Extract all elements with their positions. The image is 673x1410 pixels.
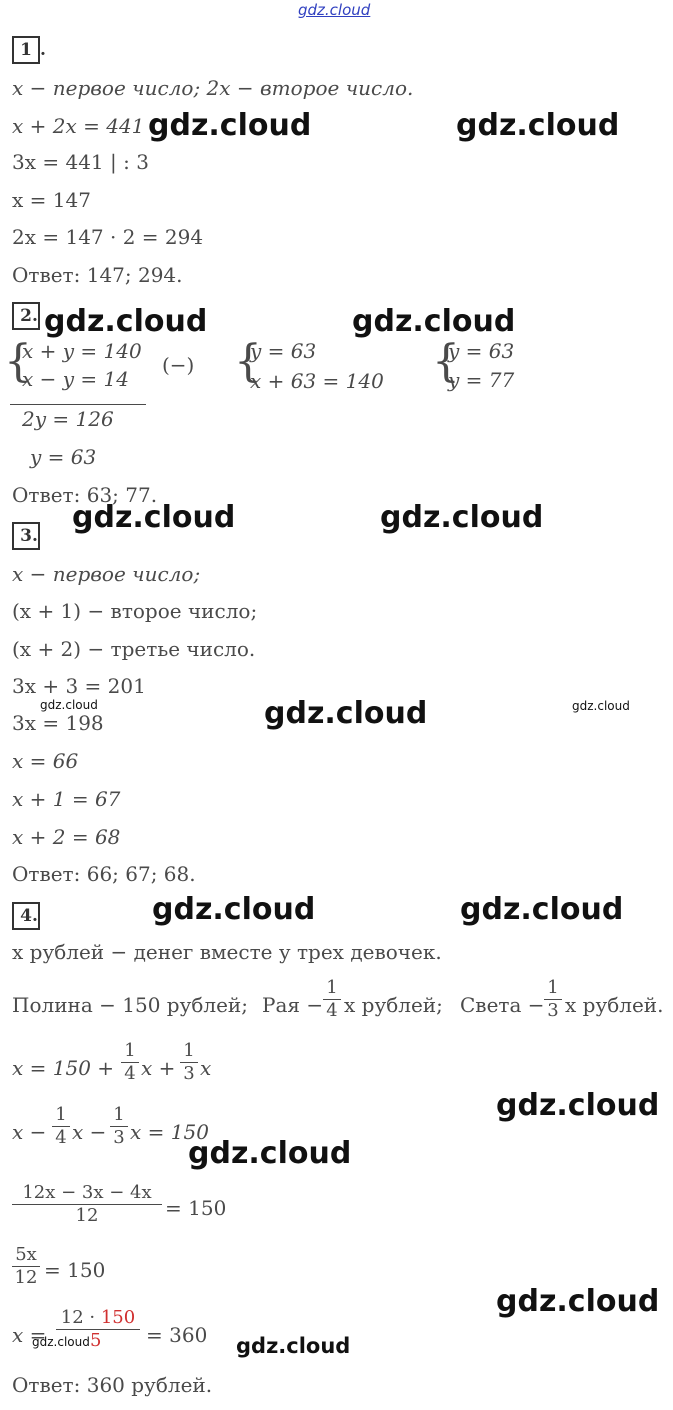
eq2-x-minus: x − <box>72 1120 107 1144</box>
eq1-x: x <box>200 1056 212 1080</box>
system-1-brace: { <box>4 336 32 387</box>
system-3-eq-2: y = 77 <box>448 368 515 392</box>
task-1-line-2: x + 2x = 441 <box>12 114 145 138</box>
eq3-right: = 150 <box>165 1196 227 1220</box>
task-3-line-4: 3x + 3 = 201 <box>12 674 146 698</box>
task-2-result: y = 63 <box>30 445 97 469</box>
task-2-number: 2 <box>12 302 40 330</box>
eq5-left: x = <box>12 1323 47 1347</box>
task-2-sum: 2y = 126 <box>22 407 114 431</box>
task-3-line-2: (x + 1) − второе число; <box>12 599 258 623</box>
task-3-answer: Ответ: 66; 67; 68. <box>12 862 196 886</box>
sum-divider <box>10 404 146 405</box>
eq5-num-factor: 12 · <box>60 1307 101 1328</box>
sveta-fraction-num: 1 <box>547 977 559 998</box>
eq1-frac-third-den: 3 <box>183 1063 195 1084</box>
eq5-num <box>56 1307 140 1329</box>
system-3-eq-1: y = 63 <box>448 339 515 363</box>
eq2-frac-third-den: 3 <box>113 1127 125 1148</box>
watermark-small: gdz.cloud <box>32 1335 90 1349</box>
system-3-brace: { <box>432 336 460 387</box>
task-1-line-3: 3x = 441 | : 3 <box>12 150 149 174</box>
raya-fraction-den: 4 <box>326 1000 338 1021</box>
eq4-den: 12 <box>14 1267 38 1288</box>
raya-label: Рая − <box>262 993 324 1017</box>
system-2-brace: { <box>234 336 262 387</box>
eq3-den: 12 <box>75 1205 99 1226</box>
raya-fraction <box>323 977 341 1022</box>
watermark: gdz.cloud <box>188 1136 352 1171</box>
task-1-dot: . <box>40 40 46 60</box>
task-2-dot: . <box>32 306 38 326</box>
eq2-frac-third-num: 1 <box>113 1104 125 1125</box>
system-2-eq-2: x + 63 = 140 <box>250 369 384 393</box>
eq5-num-highlight: 150 <box>100 1307 136 1328</box>
task-3-line-8: x + 2 = 68 <box>12 825 121 849</box>
task-1-line-5: 2x = 147 · 2 = 294 <box>12 225 204 249</box>
eq2-frac-quarter <box>52 1104 70 1149</box>
eq2-frac-quarter-den: 4 <box>55 1127 67 1148</box>
eq2-left: x − <box>12 1120 47 1144</box>
task-1-number: 1 <box>12 36 40 64</box>
system-1-eq-1: x + y = 140 <box>22 339 142 363</box>
eq2-frac-quarter-num: 1 <box>55 1104 67 1125</box>
sveta-rubles: x рублей. <box>565 993 664 1017</box>
eq1-frac-quarter <box>121 1040 139 1085</box>
eq4-num: 5x <box>15 1244 37 1265</box>
eq1-frac-quarter-num: 1 <box>124 1040 136 1061</box>
eq4-fraction <box>12 1244 40 1289</box>
system-1-eq-2: x − y = 14 <box>22 367 129 391</box>
eq3-num: 12x − 3x − 4x <box>22 1182 152 1203</box>
system-2-eq-1: y = 63 <box>250 339 317 363</box>
eq1-x-plus: x + <box>141 1056 176 1080</box>
eq5-right: = 360 <box>146 1323 208 1347</box>
eq2-frac-third <box>110 1104 128 1149</box>
watermark: gdz.cloud <box>148 108 312 143</box>
watermark: gdz.cloud <box>352 304 516 339</box>
watermark: gdz.cloud <box>44 304 208 339</box>
sveta-fraction-den: 3 <box>547 1000 559 1021</box>
sveta-label: Света − <box>460 993 545 1017</box>
raya-rubles: x рублей; <box>344 993 443 1017</box>
raya-fraction-num: 1 <box>326 977 338 998</box>
watermark: gdz.cloud <box>380 500 544 535</box>
task-4-intro: x рублей − денег вместе у трех девочек. <box>12 940 442 964</box>
task-4-answer: Ответ: 360 рублей. <box>12 1373 213 1397</box>
watermark: gdz.cloud <box>236 1334 351 1358</box>
task-3-line-7: x + 1 = 67 <box>12 787 121 811</box>
eq3-fraction <box>12 1182 162 1227</box>
eq1-frac-quarter-den: 4 <box>124 1063 136 1084</box>
task-3-line-3: (x + 2) − третье число. <box>12 637 256 661</box>
eq1-left: x = 150 + <box>12 1056 115 1080</box>
watermark: gdz.cloud <box>460 892 624 927</box>
task-4-number: 4 <box>12 902 40 930</box>
watermark-top[interactable]: gdz.cloud <box>298 1 371 19</box>
subtract-operator: (−) <box>162 353 195 377</box>
task-2-answer: Ответ: 63; 77. <box>12 483 158 507</box>
task-4-dot: . <box>32 906 38 926</box>
task-1-answer: Ответ: 147; 294. <box>12 263 183 287</box>
task-1-line-4: x = 147 <box>12 188 91 212</box>
watermark: gdz.cloud <box>496 1284 660 1319</box>
eq1-frac-third <box>180 1040 198 1085</box>
eq1-frac-third-num: 1 <box>183 1040 195 1061</box>
sveta-fraction <box>544 977 562 1022</box>
watermark-small: gdz.cloud <box>40 698 98 712</box>
watermark: gdz.cloud <box>496 1088 660 1123</box>
watermark: gdz.cloud <box>456 108 620 143</box>
watermark: gdz.cloud <box>264 696 428 731</box>
watermark-small: gdz.cloud <box>572 699 630 713</box>
watermark: gdz.cloud <box>152 892 316 927</box>
task-3-line-6: x = 66 <box>12 749 79 773</box>
task-3-line-5: 3x = 198 <box>12 711 104 735</box>
watermark: gdz.cloud <box>72 500 236 535</box>
task-3-dot: . <box>32 526 38 546</box>
task-1-line-1: x − первое число; 2x − второе число. <box>12 76 414 100</box>
eq2-right: x = 150 <box>130 1120 209 1144</box>
task-3-number: 3 <box>12 522 40 550</box>
task-3-line-1: x − первое число; <box>12 562 201 586</box>
polina-share: Полина − 150 рублей; <box>12 993 248 1017</box>
eq5-den-highlight: 5 <box>90 1330 102 1351</box>
eq4-right: = 150 <box>44 1258 106 1282</box>
